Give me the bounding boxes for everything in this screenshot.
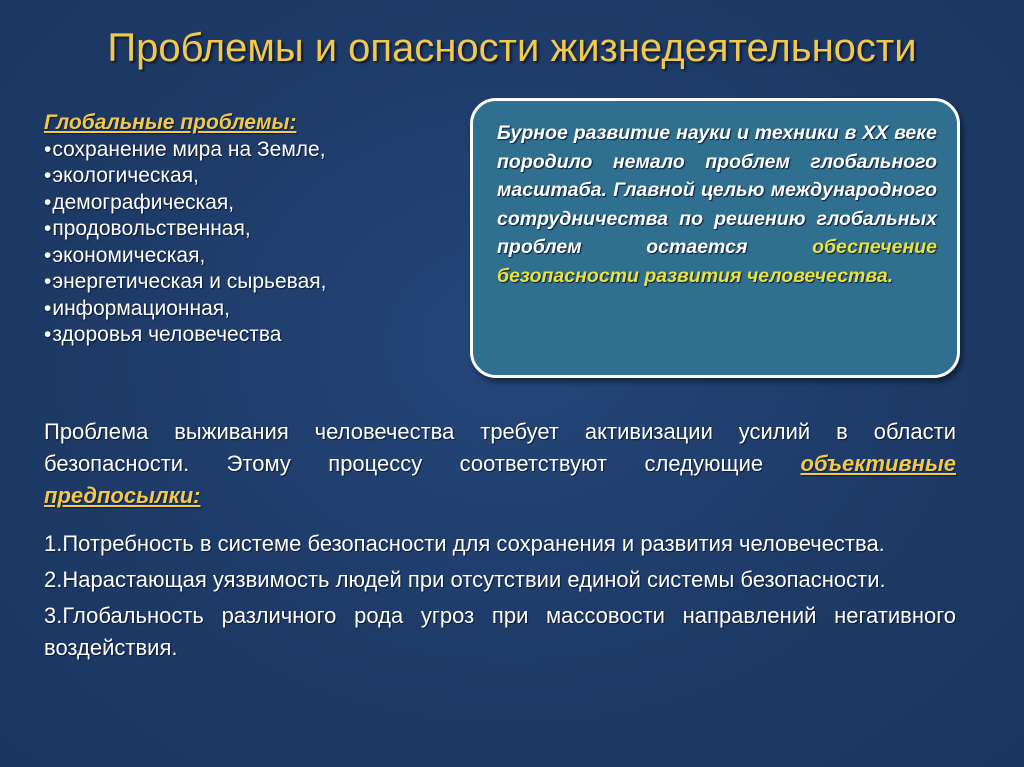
prerequisites-heading: объективные предпосылки: [44,451,956,508]
prerequisite-item-2: 2.Нарастающая уязвимость людей при отсутствии единой системы безопасности. [44,567,886,592]
prerequisite-item-1: 1.Потребность в системе безопасности для сохранения и развития человечества. [44,531,885,556]
bullet-icon: • [44,243,52,267]
list-item-text: демографическая, [52,190,235,214]
callout-box [470,98,960,378]
bullet-icon: • [44,270,52,293]
list-item-text: сохранение мира на Земле, [52,137,326,161]
prerequisite-item-3: 3.Глобальность различного рода угроз при массовости направлений негативного воздействия. [44,603,956,660]
bullet-icon: • [44,217,52,240]
bullet-icon: • [44,323,52,346]
list-item [44,243,464,270]
list-item [44,137,464,164]
global-problems-list [44,137,464,349]
list-item [44,269,464,296]
global-problems-block [44,110,464,349]
global-problems-heading: Глобальные проблемы: [44,111,297,134]
paragraph-text: Проблема выживания человечества требует активизации усилий в области безопасности. Этому процессу соответствуют следующие [44,419,956,476]
callout-text: Бурное развитие науки и техники в ХХ веке породило немало проблем глобального масштаба. Главной целью международного сотрудничества по решению глобальных проблем остается [497,122,937,258]
slide-title: Проблемы и опасности жизнедеятельности [107,26,917,70]
list-item-text: экономическая, [52,243,206,267]
list-item-text: энергетическая и сырьевая, [52,270,327,293]
list-item-text: продовольственная, [52,217,251,240]
bullet-icon: • [44,164,52,187]
list-item-text: здоровья человечества [52,323,282,346]
bullet-icon: • [44,190,52,214]
bullet-icon: • [44,296,52,320]
list-item-text: экологическая, [52,164,199,187]
body-paragraph [44,416,956,512]
prerequisites-list [44,528,956,668]
list-item [44,322,464,349]
list-item [44,163,464,190]
list-item-text: информационная, [52,296,230,320]
bullet-icon: • [44,137,52,161]
list-item [44,190,464,217]
callout-highlight: обеспечение безопасности развития человечества. [497,236,937,287]
list-item [44,296,464,323]
list-item [44,216,464,243]
